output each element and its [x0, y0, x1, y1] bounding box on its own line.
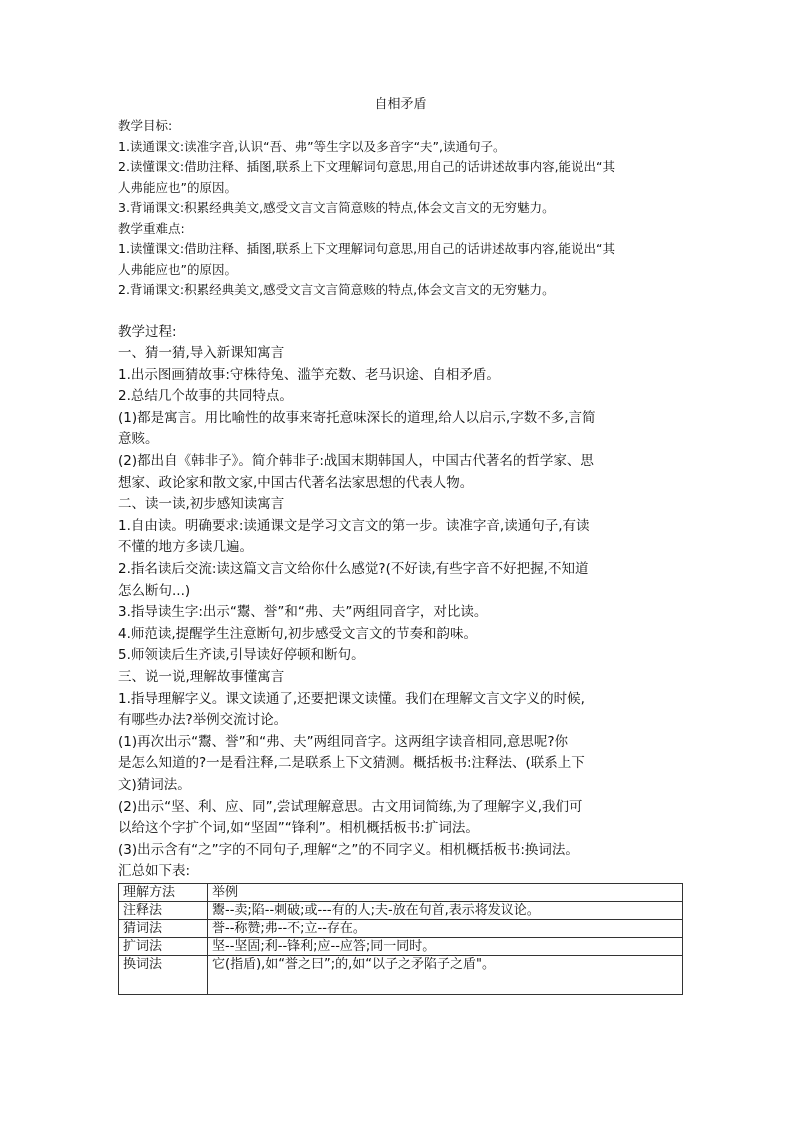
table-header-row: [119, 883, 683, 901]
process-line: 2.总结几个故事的共同特点。: [118, 388, 293, 405]
table-cell: 猜词法: [119, 919, 208, 937]
table-row: [119, 937, 683, 955]
objective-line: 3.背诵课文:积累经典美文,感受文言文言简意赅的特点,体会文言文的无穷魅力。: [118, 200, 555, 215]
process-line: 1.自由读。明确要求:读通课文是学习文言文的第一步。读准字音,读通句子,有读: [118, 517, 590, 534]
process-line: 1.出示图画猜故事:守株待兔、滥竽充数、老马识途、自相矛盾。: [118, 366, 500, 383]
objectives-section: [118, 116, 683, 301]
process-line: 3.指导读生字:出示“鬻、誉”和“弗、夫”两组同音字，对比读。: [118, 604, 488, 621]
process-line: 文)猜词法。: [118, 776, 191, 793]
methods-table: [118, 883, 683, 995]
process-line: 一、猜一猜,导入新课知寓言: [118, 345, 285, 362]
document-page: [118, 96, 683, 995]
process-line: 是怎么知道的?一是看注释,二是联系上下文猜测。概括板书:注释法、(联系上下: [118, 755, 585, 772]
process-line: 有哪些办法?举例交流讨论。: [118, 712, 288, 729]
table-header-cell: 理解方法: [119, 883, 208, 901]
process-line: 怎么断句...): [118, 582, 191, 599]
table-cell: 换词法: [119, 955, 208, 994]
table-cell: 誉--称赞;弗--不;立--存在。: [208, 919, 683, 937]
process-line: 以给这个字扩个词,如“坚固”“锋利”。相机概括板书:扩词法。: [118, 820, 479, 837]
table-row: [119, 901, 683, 919]
key-point-line: 1.读懂课文:借助注释、插图,联系上下文理解词句意思,用自己的话讲述故事内容,能说出“其: [118, 241, 616, 256]
process-line: 意赅。: [118, 431, 159, 448]
process-line: (1)再次出示“鬻、誉”和“弗、夫”两组同音字。这两组字读音相同,意思呢?你: [118, 733, 569, 750]
blank-line: [118, 301, 683, 322]
table-cell: 它(指盾),如“誉之曰”;的,如“以子之矛陷子之盾"。: [208, 955, 683, 994]
key-point-line: 人弗能应也”的原因。: [118, 261, 237, 277]
process-line: (2)出示“坚、利、应、同”,尝试理解意思。古文用词简练,为了理解字义,我们可: [118, 798, 583, 815]
key-points-heading: 教学重难点:: [118, 220, 185, 236]
table-cell: 鬻--卖;陷--刺破;或---有的人;夫-放在句首,表示将发议论。: [208, 901, 683, 919]
objective-line: 2.读懂课文:借助注释、插图,联系上下文理解词句意思,用自己的话讲述故事内容,能说出“其: [118, 159, 616, 174]
process-line: 1.指导理解字义。课文读通了,还要把课文读懂。我们在理解文言文字义的时候,: [118, 690, 585, 707]
objectives-heading: 教学目标:: [118, 118, 173, 133]
process-line: (3)出示含有“之”字的不同句子,理解“之”的不同字义。相机概括板书:换词法。: [118, 841, 579, 858]
process-line: (1)都是寓言。用比喻性的故事来寄托意味深长的道理,给人以启示,字数不多,言简: [118, 409, 596, 426]
process-line: 5.师领读后生齐读,引导读好停顿和断句。: [118, 647, 365, 664]
document-title: 自相矛盾: [374, 97, 427, 112]
objective-line: 1.读通课文:读准字音,认识“吾、弗”等生字以及多音字“夫”,读通句子。: [118, 138, 506, 154]
key-point-line: 2.背诵课文:积累经典美文,感受文言文言简意赅的特点,体会文言文的无穷魅力。: [118, 282, 555, 297]
table-cell: 扩词法: [119, 937, 208, 955]
process-heading: 教学过程:: [118, 323, 177, 340]
table-row: [119, 919, 683, 937]
table-row: [119, 955, 683, 994]
table-header-cell: 举例: [208, 883, 683, 901]
process-line: (2)都出自《韩非子》。简介韩非子:战国末期韩国人，中国古代著名的哲学家、思: [118, 453, 594, 470]
process-line: 三、说一说,理解故事懂寓言: [118, 669, 285, 685]
process-line: 不懂的地方多读几遍。: [118, 539, 253, 556]
process-line: 想家、政论家和散文家,中国古代著名法家思想的代表人物。: [118, 474, 474, 491]
process-line: 汇总如下表:: [118, 863, 191, 880]
table-cell: 注释法: [119, 901, 208, 919]
objective-line: 人弗能应也”的原因。: [118, 179, 237, 195]
process-section: [118, 322, 683, 883]
process-line: 4.师范读,提醒学生注意断句,初步感受文言文的节奏和韵味。: [118, 625, 477, 642]
table-cell: 坚--坚固;利--锋利;应--应答;同一同时。: [208, 937, 683, 955]
process-line: 2.指名读后交流:读这篇文言文给你什么感觉?(不好读,有些字音不好把握,不知道: [118, 561, 589, 578]
process-line: 二、读一读,初步感知读寓言: [118, 496, 285, 513]
